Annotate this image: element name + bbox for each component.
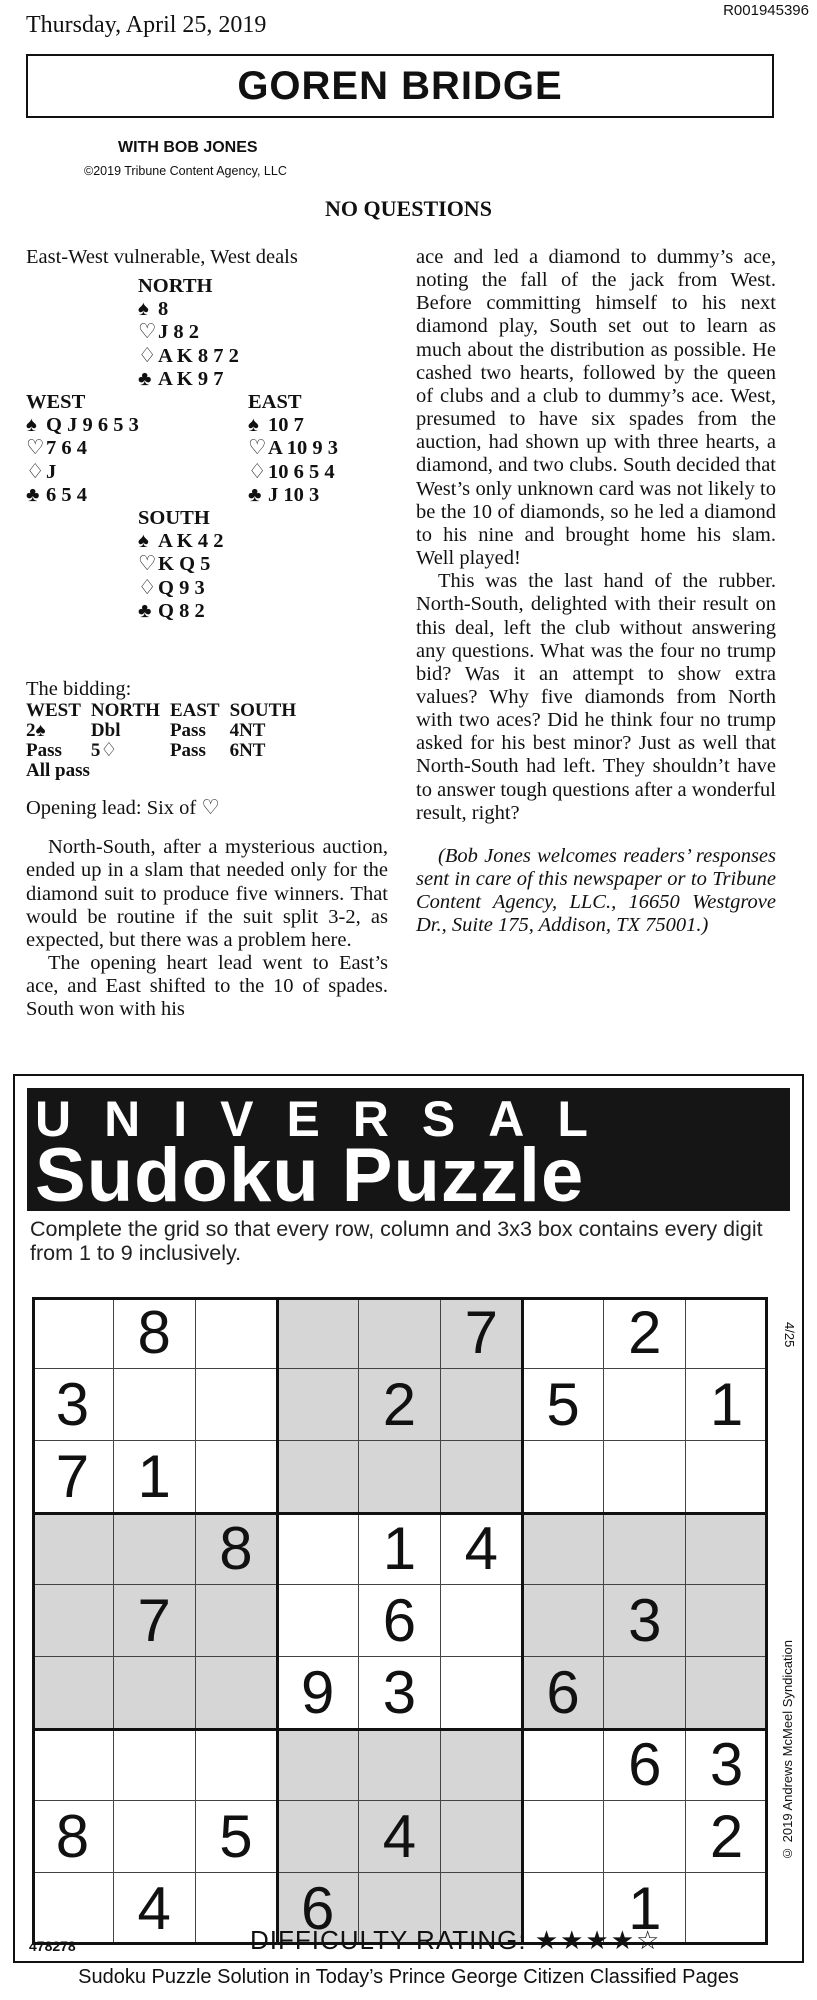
suit-cards: A K 4 2	[158, 530, 224, 553]
hand-east	[248, 391, 338, 507]
sudoku-grid	[32, 1297, 768, 1945]
bidding-header: NORTH	[90, 700, 160, 722]
column-title: GOREN BRIDGE	[237, 63, 563, 108]
bidding-header: EAST	[169, 700, 220, 722]
sudoku-cell: 3	[686, 1729, 768, 1801]
suit-cards: J 8 2	[158, 321, 199, 344]
suit-cards: A K 8 7 2	[158, 344, 239, 367]
sudoku-cell	[32, 1513, 114, 1585]
sudoku-copyright: © 2019 Andrews McMeel Syndication	[780, 1640, 795, 1861]
sudoku-cell	[196, 1585, 278, 1657]
sudoku-cell	[523, 1441, 605, 1513]
suit-cards: 10 6 5 4	[268, 460, 335, 483]
sudoku-cell	[686, 1441, 768, 1513]
suit-cards: Q 8 2	[158, 599, 205, 622]
spade-icon: ♠	[248, 414, 259, 437]
sudoku-cell: 5	[196, 1801, 278, 1873]
bid-cell: 5♢	[90, 740, 118, 762]
sudoku-cell	[196, 1297, 278, 1369]
sudoku-cell	[277, 1441, 359, 1513]
sudoku-cell	[441, 1585, 523, 1657]
sudoku-cell	[523, 1513, 605, 1585]
suit-cards: 7 6 4	[46, 437, 87, 460]
heart-icon: ♡	[26, 437, 45, 460]
sudoku-cell: 6	[359, 1585, 441, 1657]
sudoku-cell: 6	[523, 1657, 605, 1729]
suit-cards: Q 9 3	[158, 576, 205, 599]
hand-west	[26, 391, 139, 507]
club-icon: ♣	[248, 483, 262, 506]
bidding-row	[24, 741, 304, 761]
article-column-left	[26, 246, 388, 1021]
byline: WITH BOB JONES	[118, 139, 258, 156]
sudoku-cell	[277, 1729, 359, 1801]
sudoku-cell	[277, 1369, 359, 1441]
sudoku-cell: 1	[114, 1441, 196, 1513]
suit-cards: J 10 3	[268, 483, 320, 506]
suit-cards: A K 9 7	[158, 367, 224, 390]
sudoku-cell: 1	[686, 1369, 768, 1441]
deal-setup: East-West vulnerable, West deals	[26, 246, 298, 268]
sudoku-cell	[686, 1585, 768, 1657]
bid-cell: 6NT	[229, 740, 266, 762]
solution-footer: Sudoku Puzzle Solution in Today’s Prince George Citizen Classified Pages	[78, 1966, 739, 1988]
diamond-icon: ♢	[248, 460, 267, 483]
hand-south	[138, 507, 224, 623]
article-headline: NO QUESTIONS	[325, 196, 492, 221]
sudoku-cell: 2	[686, 1801, 768, 1873]
bid-cell: Pass	[169, 720, 206, 742]
difficulty-rating	[250, 1925, 661, 1956]
diamond-icon: ♢	[26, 460, 45, 483]
sudoku-box-divider	[521, 1297, 524, 1945]
sudoku-cell: 5	[523, 1369, 605, 1441]
publication-date: Thursday, April 25, 2019	[26, 12, 267, 38]
bidding-label: The bidding:	[26, 678, 132, 701]
sudoku-cell	[604, 1441, 686, 1513]
bid-cell: Dbl	[90, 720, 121, 742]
sudoku-cell	[441, 1801, 523, 1873]
heart-icon: ♡	[138, 321, 157, 344]
sudoku-cell	[523, 1801, 605, 1873]
sudoku-cell	[32, 1297, 114, 1369]
opening-lead: Opening lead: Six of ♡	[26, 797, 220, 820]
sudoku-cell	[196, 1441, 278, 1513]
spade-icon: ♠	[138, 298, 149, 321]
sudoku-box-divider	[32, 1728, 768, 1731]
sudoku-cell	[277, 1513, 359, 1585]
sudoku-cell: 8	[32, 1801, 114, 1873]
club-icon: ♣	[26, 483, 40, 506]
sudoku-cell	[686, 1513, 768, 1585]
sudoku-cell	[359, 1441, 441, 1513]
diamond-icon: ♢	[138, 344, 157, 367]
hand-label: NORTH	[138, 275, 213, 298]
sudoku-cell: 3	[359, 1657, 441, 1729]
club-icon: ♣	[138, 599, 152, 622]
reader-note: (Bob Jones welcomes readers’ responses sent in care of this newspaper or to Tribune Content Agency, LLC., 16650 Westgrove Dr., Suite 175, Addison, TX 75001.)	[416, 844, 776, 937]
heart-icon: ♡	[138, 553, 157, 576]
hand-north	[138, 275, 239, 391]
bidding-header: WEST	[26, 700, 81, 722]
sudoku-cell	[196, 1369, 278, 1441]
bid-cell: Pass	[26, 740, 62, 762]
sudoku-cell	[114, 1369, 196, 1441]
sudoku-cell	[277, 1801, 359, 1873]
article-paragraph: North-South, after a mysterious auction, ended up in a slam that needed only for the diamond suit to produce five winners. That would be routine if the suit split 3-2, as expected, but there was a problem here.	[26, 836, 388, 951]
sudoku-date-code: 4/25	[782, 1322, 797, 1348]
sudoku-cell	[441, 1369, 523, 1441]
sudoku-cell: 8	[196, 1513, 278, 1585]
sudoku-cell: 6	[604, 1729, 686, 1801]
sudoku-brand-banner	[27, 1088, 790, 1218]
sudoku-cell	[604, 1801, 686, 1873]
sudoku-cell: 9	[277, 1657, 359, 1729]
suit-cards: K Q 5	[158, 553, 211, 576]
club-icon: ♣	[138, 367, 152, 390]
copyright-notice: ©2019 Tribune Content Agency, LLC	[84, 164, 287, 178]
bid-cell: Pass	[169, 740, 206, 762]
hand-label: WEST	[26, 391, 86, 414]
sudoku-cell	[523, 1585, 605, 1657]
suit-cards: 10 7	[268, 414, 304, 437]
sudoku-cell	[359, 1729, 441, 1801]
sudoku-cell	[523, 1297, 605, 1369]
sudoku-cell	[114, 1729, 196, 1801]
sudoku-puzzle-id: 478278	[29, 1938, 76, 1954]
sudoku-cell: 2	[359, 1369, 441, 1441]
difficulty-label: DIFFICULTY RATING:	[250, 1925, 527, 1955]
bid-cell: 4NT	[229, 720, 266, 742]
suit-cards: Q J 9 6 5 3	[46, 414, 139, 437]
sudoku-cell	[114, 1513, 196, 1585]
suit-cards: A 10 9 3	[268, 437, 339, 460]
sudoku-cell: 1	[604, 1873, 686, 1945]
sudoku-cell	[277, 1585, 359, 1657]
sudoku-cell: 7	[441, 1297, 523, 1369]
sudoku-cell	[604, 1657, 686, 1729]
suit-cards: 8	[158, 298, 169, 321]
sudoku-cell: 4	[114, 1873, 196, 1945]
spade-icon: ♠	[138, 530, 149, 553]
sudoku-box-divider	[276, 1297, 279, 1945]
suit-cards: 6 5 4	[46, 483, 87, 506]
sudoku-cell: 4	[359, 1801, 441, 1873]
sudoku-cell	[604, 1369, 686, 1441]
bidding-header-row	[24, 701, 304, 721]
article-paragraph-part: The opening heart lead went to East’s ace, and East shifted to the 10 of spades. South won with his	[26, 952, 388, 1021]
column-masthead	[26, 54, 774, 118]
heart-icon: ♡	[248, 437, 267, 460]
difficulty-stars-icon: ★★★★☆	[534, 1925, 662, 1955]
sudoku-cell	[196, 1657, 278, 1729]
bidding-row	[24, 761, 304, 781]
sudoku-cell: 6	[277, 1873, 359, 1945]
spade-icon: ♠	[26, 414, 37, 437]
sudoku-cell: 1	[359, 1513, 441, 1585]
sudoku-instructions: Complete the grid so that every row, column and 3x3 box contains every digit from 1 to 9 inclusively.	[30, 1217, 763, 1265]
diamond-icon: ♢	[138, 576, 157, 599]
sudoku-cell	[604, 1513, 686, 1585]
sudoku-cell	[441, 1657, 523, 1729]
bidding-table	[24, 701, 304, 781]
sudoku-cell	[359, 1297, 441, 1369]
sudoku-cell	[114, 1801, 196, 1873]
sudoku-cell	[32, 1657, 114, 1729]
sudoku-cell: 8	[114, 1297, 196, 1369]
sudoku-brand-top: UNIVERSAL	[35, 1091, 621, 1147]
sudoku-cell	[196, 1729, 278, 1801]
sudoku-cell: 4	[441, 1513, 523, 1585]
sudoku-cell	[32, 1585, 114, 1657]
bid-cell: 2♠	[26, 720, 46, 742]
article-column-right	[416, 246, 776, 938]
suit-cards: J	[46, 460, 57, 483]
sudoku-cell	[277, 1297, 359, 1369]
bridge-hands-diagram	[26, 275, 388, 670]
sudoku-cell	[441, 1441, 523, 1513]
sudoku-cell	[32, 1729, 114, 1801]
page-code: R001945396	[723, 2, 809, 19]
sudoku-cell: 7	[114, 1585, 196, 1657]
sudoku-cell	[686, 1297, 768, 1369]
bid-cell: All pass	[26, 760, 90, 782]
sudoku-brand-title: Sudoku Puzzle	[35, 1133, 585, 1218]
hand-label: EAST	[248, 391, 302, 414]
sudoku-cell	[114, 1657, 196, 1729]
bidding-header: SOUTH	[229, 700, 297, 722]
bidding-row	[24, 721, 304, 741]
sudoku-cell	[523, 1729, 605, 1801]
sudoku-cell	[686, 1873, 768, 1945]
sudoku-cell	[686, 1657, 768, 1729]
article-paragraph: This was the last hand of the rubber. North-South, delighted with their result on this deal, left the club without answering any questions. What was the four no trump bid? Was it an attempt to show extra values? Why five diamonds from North with two aces? Did he think four no trump asked for his best minor? Just as well that North-South had left. They shouldn’t have to answer tough questions after a wonderful result, right?	[416, 570, 776, 824]
sudoku-cell: 2	[604, 1297, 686, 1369]
sudoku-cell: 7	[32, 1441, 114, 1513]
sudoku-box-divider	[32, 1512, 768, 1515]
sudoku-cell: 3	[604, 1585, 686, 1657]
sudoku-cell	[32, 1873, 114, 1945]
sudoku-cell	[441, 1729, 523, 1801]
hand-label: SOUTH	[138, 507, 210, 530]
sudoku-cell: 3	[32, 1369, 114, 1441]
article-paragraph-part: ace and led a diamond to dummy’s ace, noting the fall of the jack from West. Before committing himself to his next diamond play, South set out to learn as much about the distribution as possible. He cashed two hearts, followed by the queen of clubs and a club to dummy’s ace. West, presumed to have six spades from the auction, had shown up with three hearts, a diamond, and two clubs. South decided that West’s only unknown card was not likely to be the 10 of diamonds, so he led a diamond to his nine and brought home his slam. Well played!	[416, 246, 776, 570]
